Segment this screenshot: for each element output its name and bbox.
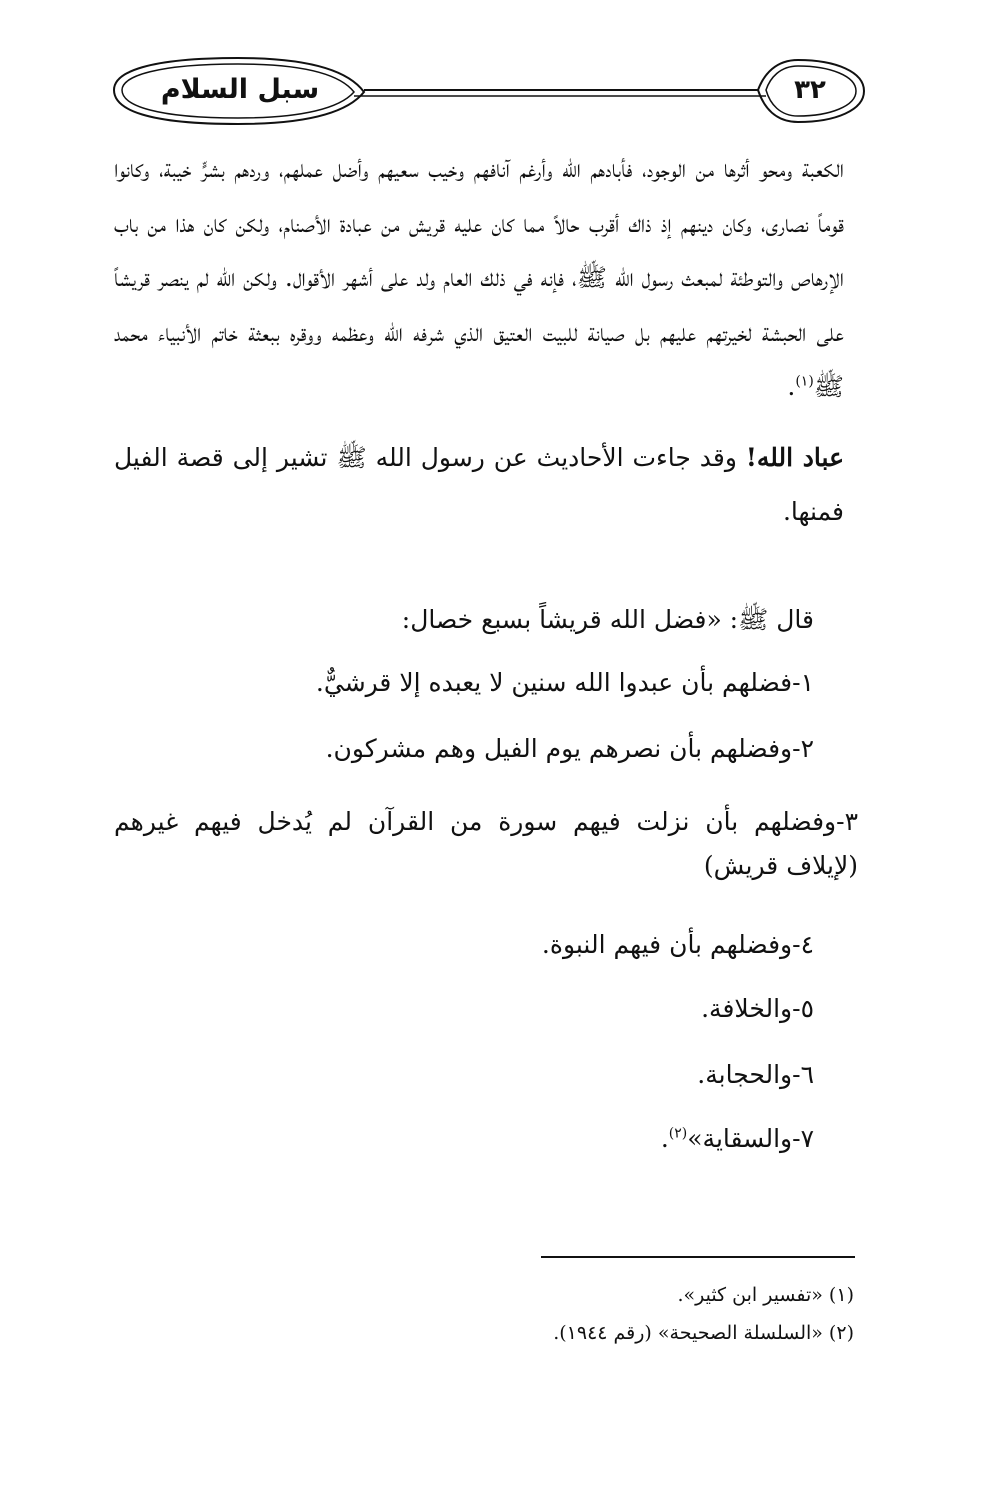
list-item: ٥-والخلافة. xyxy=(701,994,814,1023)
list-item: ١-فضلهم بأن عبدوا الله سنين لا يعبده إلا قرشيٌّ. xyxy=(315,668,814,697)
list-item: ٢-وفضلهم بأن نصرهم يوم الفيل وهم مشركون. xyxy=(325,734,814,763)
footnotes xyxy=(154,1276,854,1352)
list-item-text: ٧-والسقاية» xyxy=(687,1124,814,1153)
paragraph-text: وقد جاءت الأحاديث عن رسول الله ﷺ تشير إلى قصة الفيل فمنها. xyxy=(114,442,844,526)
list-item: ٤-وفضلهم بأن فيهم النبوة. xyxy=(541,930,814,959)
footnote-ref: (٢) xyxy=(668,1125,688,1142)
paragraph xyxy=(114,431,844,540)
footnote: (١) «تفسير ابن كثير». xyxy=(677,1284,854,1306)
paragraph xyxy=(114,142,844,415)
paragraph-lead: عباد الله! xyxy=(745,442,844,472)
page-header xyxy=(108,52,870,130)
paragraph-end: . xyxy=(787,372,796,401)
footnote-separator xyxy=(541,1256,855,1258)
footnote-ref: (١) xyxy=(795,373,814,390)
list-item-end: . xyxy=(660,1124,669,1153)
main-text xyxy=(114,142,844,540)
hadith-intro: قال ﷺ: «فضل الله قريشاً بسبع خصال: xyxy=(401,605,814,634)
paragraph-text: الكعبة ومحو أثرها من الوجود، فأبادهم الله وأرغم آنافهم وخيب سعيهم وأضل عملهم، وردهم بشرٍّ خيبة، وكانوا قوماً نصارى، وكان دينهم إذ ذاك أقرب حالاً مما كان عليه قريش من عبادة الأصنام، ولكن كان هذا من باب الإرهاص والتوطئة لمبعث رسول الله ﷺ، فإنه في ذلك العام ولد على أشهر الأقوال. ولكن الله لم ينصر قريشاً على الحبشة لخيرتهم عليهم بل صيانة للبيت العتيق الذي شرفه الله وعظمه ووقره ببعثة خاتم الأنبياء محمد ﷺ xyxy=(114,154,844,401)
footnote: (٢) «السلسلة الصحيحة» (رقم ١٩٤٤). xyxy=(553,1322,854,1344)
list-item xyxy=(661,1124,814,1153)
page-number: ٣٢ xyxy=(794,75,826,105)
list-item: ٣-وفضلهم بأن نزلت فيهم سورة من القرآن لم يُدخل فيهم غيرهم (لإيلاف قريش) xyxy=(114,807,858,880)
book-title: سبل السلام xyxy=(160,73,320,105)
list-item: ٦-والحجابة. xyxy=(697,1060,814,1089)
